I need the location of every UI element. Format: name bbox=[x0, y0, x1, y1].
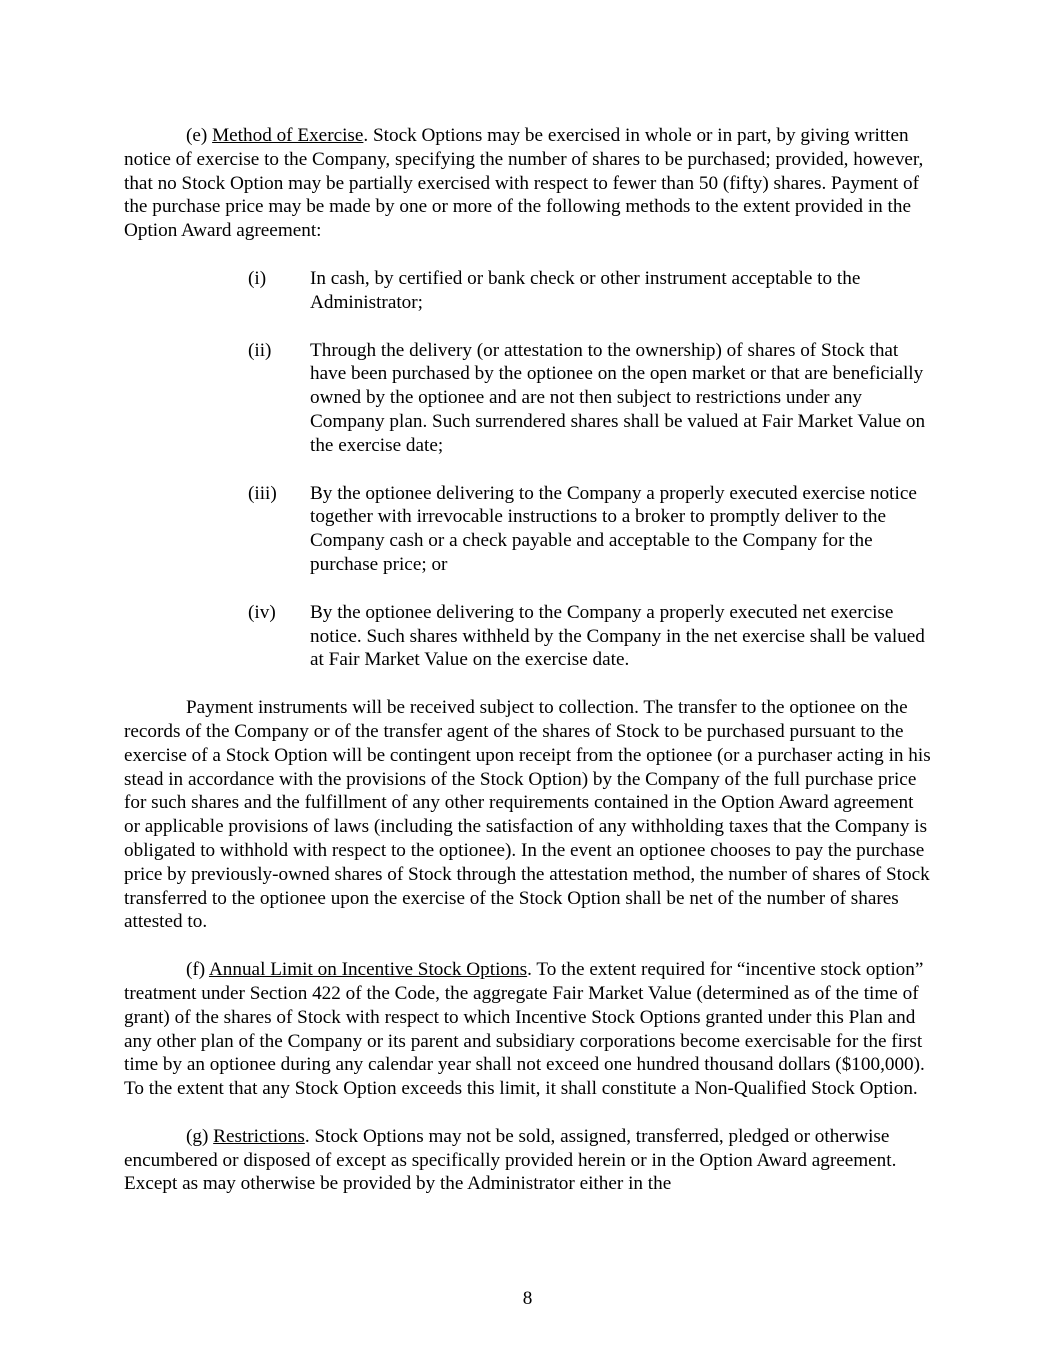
list-item bbox=[124, 482, 934, 577]
section-f-marker: (f) bbox=[186, 959, 209, 981]
section-f-heading: Annual Limit on Incentive Stock Options bbox=[208, 959, 528, 981]
list-item-number: (iii) bbox=[248, 482, 277, 504]
spacer bbox=[124, 1101, 934, 1125]
list-item-number: (i) bbox=[248, 267, 267, 289]
section-g-paragraph bbox=[124, 1125, 934, 1196]
list-item-number: (ii) bbox=[248, 339, 272, 361]
section-e-marker: (e) bbox=[186, 125, 213, 146]
payment-instruments-paragraph: Payment instruments will be received subject to collection. The transfer to the optionee on the records of the Company or of the transfer agent of the shares of Stock to be purchased pursuant to the exercise of a Stock Option will be contingent upon receipt from the optionee (or a purchaser acting in his stead in accordance with the provisions of the Stock Option) by the Company of the full purchase price for such shares and the fulfillment of any other requirements contained in the Option Award agreement or applicable provisions of laws (including the satisfaction of any withholding taxes that the Company is obligated to withhold with respect to the optionee). In the event an optionee chooses to pay the purchase price by previously-owned shares of Stock through the attestation method, the number of shares of Stock transferred to the optionee upon the exercise of the Stock Option shall be net of the number of shares attested to. bbox=[124, 697, 931, 933]
section-f-paragraph bbox=[124, 958, 934, 1101]
document-page bbox=[124, 124, 934, 1196]
payment-methods-list bbox=[124, 267, 934, 672]
list-item-text: By the optionee delivering to the Company a properly executed net exercise notice. Such shares withheld by the Company in the net exercise shall be valued at Fair Market Value on the exercise date. bbox=[310, 601, 925, 671]
section-g-marker: (g) bbox=[186, 1125, 214, 1147]
list-item-text: Through the delivery (or attestation to the ownership) of shares of Stock that have been purchased by the optionee on the open market or that are beneficially owned by the optionee and are not then subject to restrictions under any Company plan. Such surrendered shares shall be valued at Fair Market Value on the exercise date; bbox=[310, 339, 926, 456]
spacer bbox=[124, 243, 934, 267]
section-f-text: . To the extent required for “incentive stock option” treatment under Section 422 of the Code, the aggregate Fair Market Value (determined as of the time of grant) of the shares of Stock with respect to which Incentive Stock Options granted under this Plan and any other plan of the Company or its parent and subsidiary corporations become exercisable for the first time by an optionee during any calendar year shall not exceed one hundred thousand dollars ($100,000). To the extent that any Stock Option exceeds this limit, it shall constitute a Non-Qualified Stock Option. bbox=[124, 959, 925, 1100]
section-e-paragraph bbox=[124, 124, 934, 243]
section-g-heading: Restrictions bbox=[213, 1125, 305, 1147]
spacer bbox=[124, 934, 934, 958]
list-item-text: In cash, by certified or bank check or other instrument acceptable to the Administrator; bbox=[310, 267, 861, 313]
list-item-text: By the optionee delivering to the Company a properly executed exercise notice together with irrevocable instructions to a broker to promptly deliver to the Company cash or a check payable and acceptable to the Company for the purchase price; or bbox=[310, 482, 917, 575]
list-item bbox=[124, 267, 934, 315]
section-e-heading: Method of Exercise bbox=[212, 125, 364, 146]
list-item-number: (iv) bbox=[248, 601, 276, 623]
list-item bbox=[124, 339, 934, 458]
list-item bbox=[124, 601, 934, 672]
section-g-text: . Stock Options may not be sold, assigned, transferred, pledged or otherwise encumbered or disposed of except as specifically provided herein or in the Option Award agreement. Except as may otherwise be provided by the Administrator either in the bbox=[124, 1125, 897, 1195]
page-number: 8 bbox=[522, 1288, 533, 1309]
section-e-text: . Stock Options may be exercised in whole or in part, by giving written notice of exercise to the Company, specifying the number of shares to be purchased; provided, however, that no Stock Option may be partially exercised with respect to fewer than 50 (fifty) shares. Payment of the purchase price may be made by one or more of the following methods to the extent provided in the Option Award agreement: bbox=[124, 125, 924, 242]
